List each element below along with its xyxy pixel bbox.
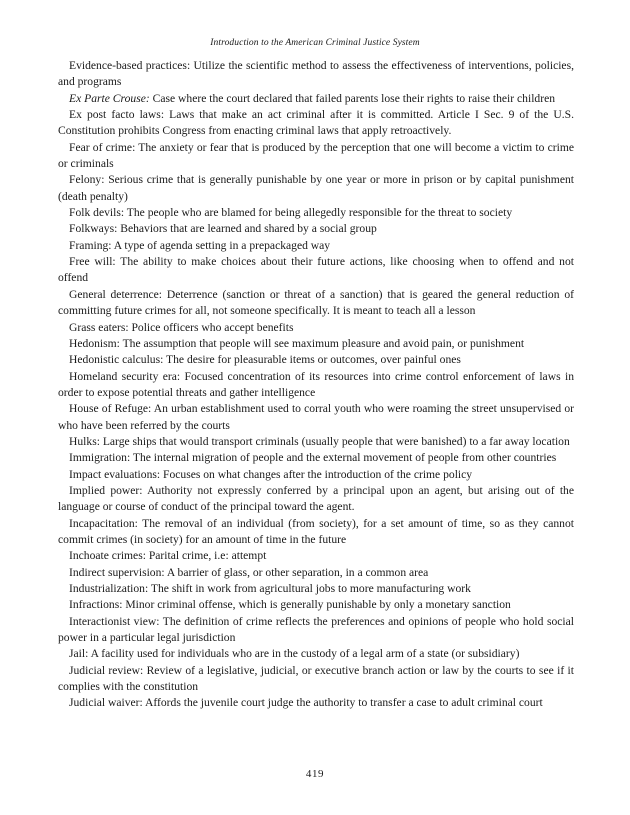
glossary-entry [58,58,574,91]
glossary-definition: The anxiety or fear that is produced by the perception that one will become a victim to crime or criminals [58,140,574,171]
glossary-entry [58,646,574,662]
glossary-entry [58,434,574,450]
glossary-definition: Authority not expressly conferred by a principal upon an agent, but arising out of the language or course of conduct of the principal toward the agent. [58,483,575,514]
glossary-definition: The desire for pleasurable items or outcomes, over painful ones [163,353,461,367]
glossary-term: Framing: [69,238,112,252]
glossary-term: Implied power: [69,483,143,497]
glossary-definition: The internal migration of people and the external movement of people from other countries [130,451,557,465]
glossary-list [58,58,574,712]
glossary-entry [58,254,574,287]
glossary-entry [58,467,574,483]
glossary-term: Hedonism: [69,336,120,350]
glossary-definition: Serious crime that is generally punishable by one year or more in prison or by capital punishment (death penalty) [58,173,574,203]
glossary-definition: The people who are blamed for being allegedly responsible for the threat to society [124,206,513,220]
glossary-entry [58,221,574,237]
running-header: Introduction to the American Criminal Justice System [210,38,420,48]
glossary-entry [58,597,574,613]
glossary-definition: Behaviors that are learned and shared by a social group [117,222,377,236]
glossary-entry [58,172,574,205]
glossary-definition: Large ships that would transport criminals (usually people that were banished) to a far away location [99,434,570,448]
glossary-entry [58,287,574,320]
page-number: 419 [305,768,325,780]
glossary-term: Industrialization: [69,582,149,595]
glossary-entry [58,695,574,711]
glossary-definition: Focuses on what changes after the introduction of the crime policy [160,467,473,481]
glossary-entry [58,369,574,402]
glossary-entry [58,516,574,549]
glossary-entry [58,401,574,434]
glossary-term: Felony: [69,173,105,187]
glossary-entry [58,581,574,597]
glossary-term: Grass eaters: [69,320,129,334]
glossary-term: Infractions: [69,598,123,612]
glossary-term: Evidence-based practices: [69,59,191,72]
glossary-entry [58,336,574,352]
glossary-term: Folkways: [69,222,118,236]
glossary-term: Indirect supervision: [69,565,165,579]
glossary-term: Folk devils: [69,206,125,220]
glossary-term: Ex Parte Crouse: [69,91,150,105]
glossary-term: Ex post facto laws: [69,108,165,122]
glossary-entry [58,205,574,221]
glossary-term: Free will: [69,255,116,269]
glossary-entry [58,565,574,581]
glossary-definition: A barrier of glass, or other separation, in a common area [164,565,429,579]
glossary-term: Fear of crime: [69,140,136,154]
glossary-term: Jail: [69,647,89,661]
glossary-term: Incapacitation: [69,516,138,530]
glossary-definition: A type of agenda setting in a prepackaged way [111,238,331,252]
glossary-entry [58,91,574,107]
glossary-term: Hulks: [69,434,100,448]
glossary-term: Homeland security era: [69,369,181,383]
glossary-definition: Parital crime, i.e: attempt [145,549,267,563]
glossary-definition: A facility used for individuals who are in the custody of a legal arm of a state (or subsidiary) [88,647,520,661]
glossary-definition: Deterrence (sanction or threat of a sanction) that is geared the general reduction of committing future crimes for all, not someone specifically. It is meant to teach all a lesson [58,287,575,318]
glossary-term: Judicial review: [69,663,144,677]
glossary-definition: Minor criminal offense, which is generally punishable by only a monetary sanction [122,598,511,612]
glossary-term: Inchoate crimes: [69,549,146,563]
glossary-term: House of Refuge: [69,402,152,416]
glossary-definition: The removal of an individual (from society), for a set amount of time, so as they cannot commit crimes (in society) for an amount of time in the future [58,516,574,546]
glossary-term: General deterrence: [69,287,163,301]
glossary-definition: Police officers who accept benefits [128,320,294,334]
glossary-definition: The ability to make choices about their future actions, like choosing when to offend and not offend [58,255,574,285]
glossary-entry [58,663,574,696]
glossary-entry [58,614,574,647]
glossary-entry [58,320,574,336]
glossary-definition: Laws that make an act criminal after it is committed. Article I Sec. 9 of the U.S. Constitution prohibits Congress from enacting criminal laws that apply retroactively. [58,108,575,138]
glossary-term: Immigration: [69,451,131,465]
glossary-entry [58,107,574,140]
glossary-definition: The shift in work from agricultural jobs to more manufacturing work [148,582,471,595]
glossary-entry [58,483,574,516]
glossary-definition: An urban establishment used to corral youth who were roaming the street unsupervised or who have been referred by the courts [58,402,574,432]
glossary-definition: The definition of crime reflects the preferences and opinions of people who hold social power in a particular legal jurisdiction [58,614,575,645]
glossary-entry [58,238,574,254]
glossary-definition: Affords the juvenile court judge the authority to transfer a case to adult criminal court [142,696,543,710]
glossary-definition: Focused concentration of its resources into crime control enforcement of laws in order to expose potential threats and gather intelligence [58,369,574,399]
glossary-entry [58,352,574,368]
glossary-definition: Utilize the scientific method to assess the effectiveness of interventions, policies, and programs [58,59,574,89]
glossary-definition: Case where the court declared that failed parents lose their rights to raise their children [149,91,556,105]
glossary-term: Interactionist view: [69,614,160,628]
glossary-term: Hedonistic calculus: [69,353,164,367]
glossary-term: Impact evaluations: [69,467,161,481]
glossary-term: Judicial waiver: [69,696,143,710]
glossary-entry [58,548,574,564]
glossary-entry [58,140,574,173]
glossary-definition: The assumption that people will see maximum pleasure and avoid pain, or punishment [119,336,525,350]
glossary-definition: Review of a legislative, judicial, or executive branch action or law by the courts to see if it complies with the constitution [58,663,574,694]
glossary-entry [58,450,574,466]
